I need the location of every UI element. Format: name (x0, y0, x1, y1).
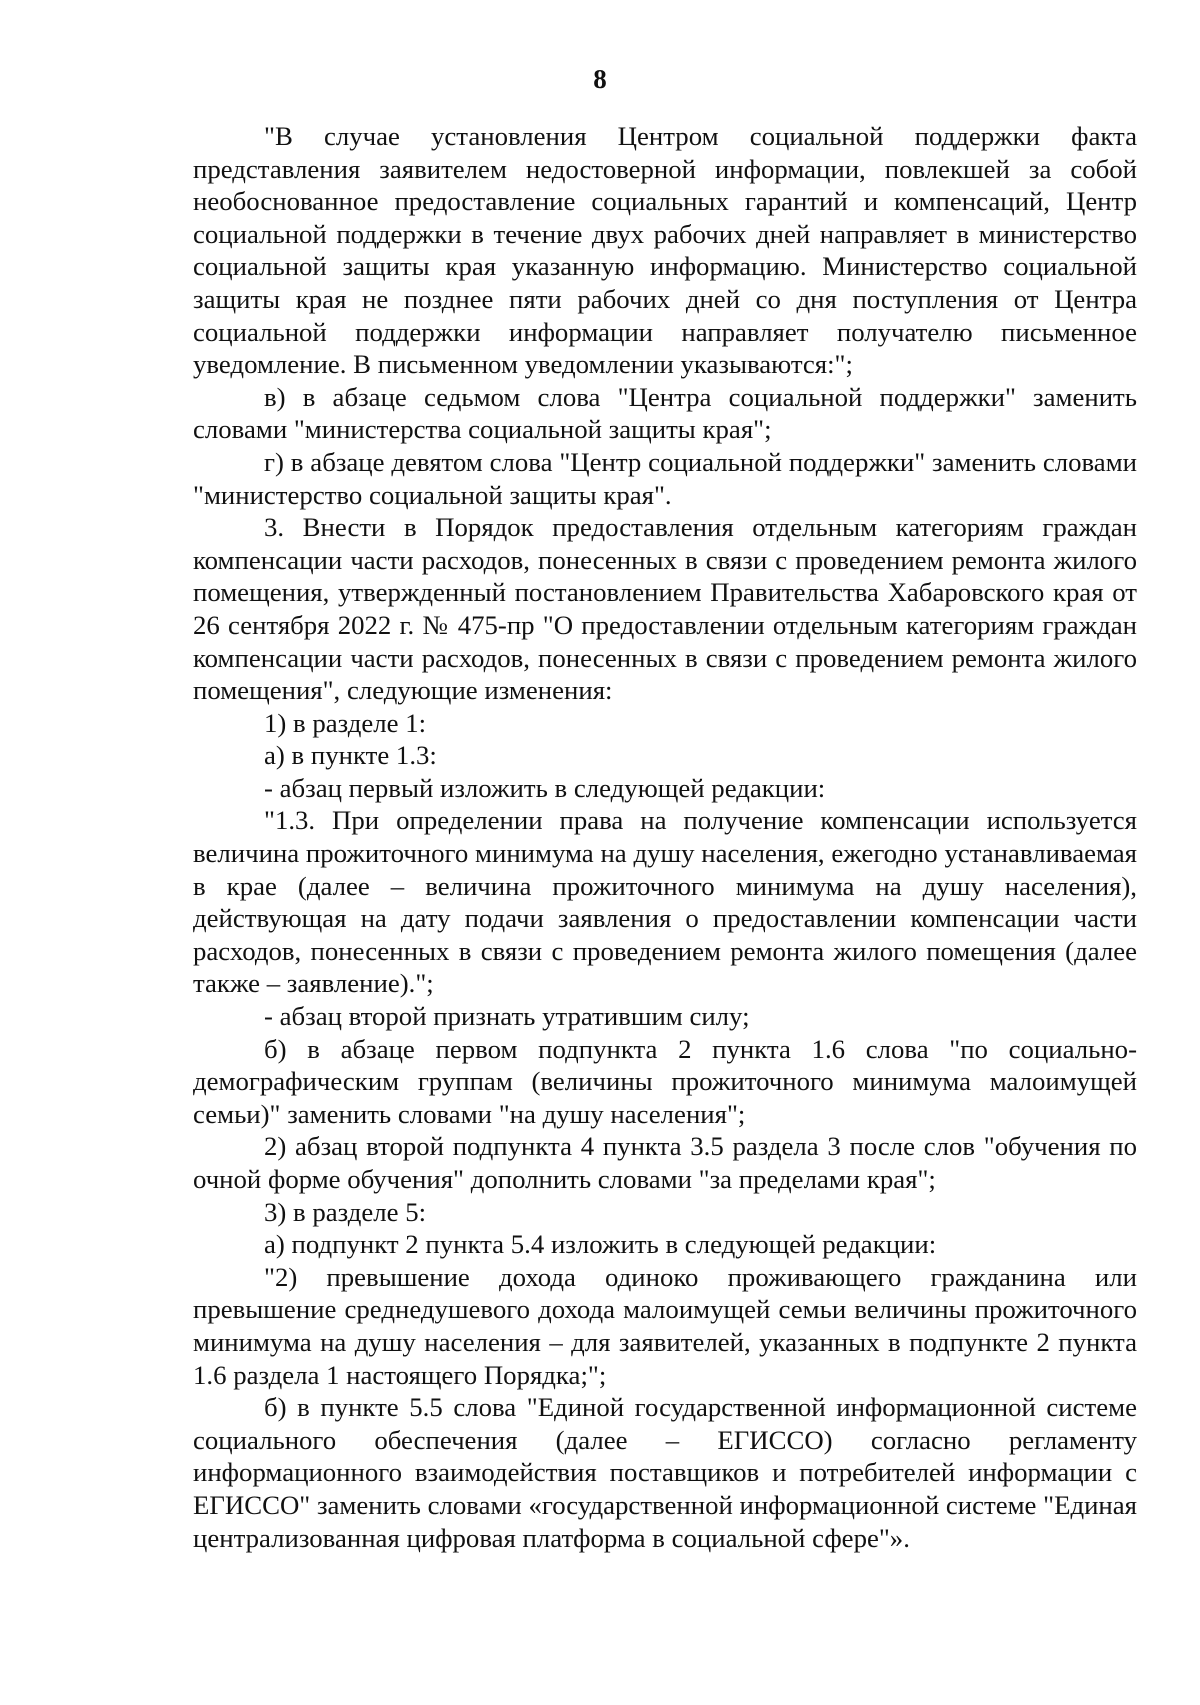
paragraph-item-a-5-4: а) подпункт 2 пункта 5.4 изложить в следующей редакции: (264, 1229, 937, 1260)
paragraph-section-3: 3. Внести в Порядок предоставления отдельным категориям граждан компенсации части расходов, понесенных в связи с проведением ремонта жилого помещения, утвержденный постановлением Правительства Хабаровского края от 26 сентября 2022 г. № 475-пр "О предоставлении отдельным категориям граждан компенсации части расходов, понесенных в связи с проведением ремонта жилого помещения", следующие изменения: (193, 512, 1137, 706)
paragraph-subsection-3: 3) в разделе 5: (264, 1196, 427, 1227)
paragraph-quote-5-4: "2) превышение дохода одиноко проживающего гражданина или превышение среднедушевого дохода малоимущей семьи величины прожиточного минимума на душу населения – для заявителей, указанных в подпункте 2 пункта 1.6 раздела 1 настоящего Порядка;"; (193, 1261, 1137, 1390)
paragraph-subsection-2: 2) абзац второй подпункта 4 пункта 3.5 раздела 3 после слов "обучения по очной форме обучения" дополнить словами "за пределами края"; (193, 1131, 1137, 1194)
paragraph-item-b-5-5: б) в пункте 5.5 слова "Единой государственной информационной системе социального обеспечения (далее – ЕГИССО) согласно регламенту информационного взаимодействия поставщиков и потребителей информации с ЕГИССО" заменить словами «государственной информационной системе "Единая централизованная цифровая платформа в социальной сфере"». (193, 1392, 1137, 1553)
paragraph-quote-1-3: "1.3. При определении права на получение компенсации используется величина прожиточного минимума на душу населения, ежегодно устанавливаемая в крае (далее – величина прожиточного минимума на душу населения), действующая на дату подачи заявления о предоставлении компенсации части расходов, понесенных в связи с проведением ремонта жилого помещения (далее также – заявление)."; (193, 805, 1137, 999)
paragraph-second-abzats: - абзац второй признать утратившим силу; (264, 1001, 750, 1032)
paragraph-first-abzats: - абзац первый изложить в следующей редакции: (264, 772, 826, 803)
document-body (193, 120, 1137, 1554)
page-number: 8 (593, 64, 607, 94)
paragraph-subsection-1: 1) в разделе 1: (264, 707, 427, 738)
paragraph-quote-center-notice: "В случае установления Центром социальной поддержки факта представления заявителем недостоверной информации, повлекшей за собой необоснованное предоставление социальных гарантий и компенсаций, Центр социальной поддержки в течение двух рабочих дней направляет в министерство социальной защиты края указанную информацию. Министерство социальной защиты края не позднее пяти рабочих дней со дня поступления от Центра социальной поддержки информации направляет получателю письменное уведомление. В письменном уведомлении указываются:"; (193, 121, 1137, 380)
paragraph-item-b-1-6: б) в абзаце первом подпункта 2 пункта 1.6 слова "по социально-демографическим группам (величины прожиточного минимума малоимущей семьи)" заменить словами "на душу населения"; (193, 1033, 1137, 1129)
paragraph-item-g: г) в абзаце девятом слова "Центр социальной поддержки" заменить словами "министерство социальной защиты края". (193, 446, 1137, 510)
paragraph-item-v: в) в абзаце седьмом слова "Центра социальной поддержки" заменить словами "министерства социальной защиты края"; (193, 381, 1137, 445)
paragraph-item-a-1-3: а) в пункте 1.3: (264, 740, 437, 771)
